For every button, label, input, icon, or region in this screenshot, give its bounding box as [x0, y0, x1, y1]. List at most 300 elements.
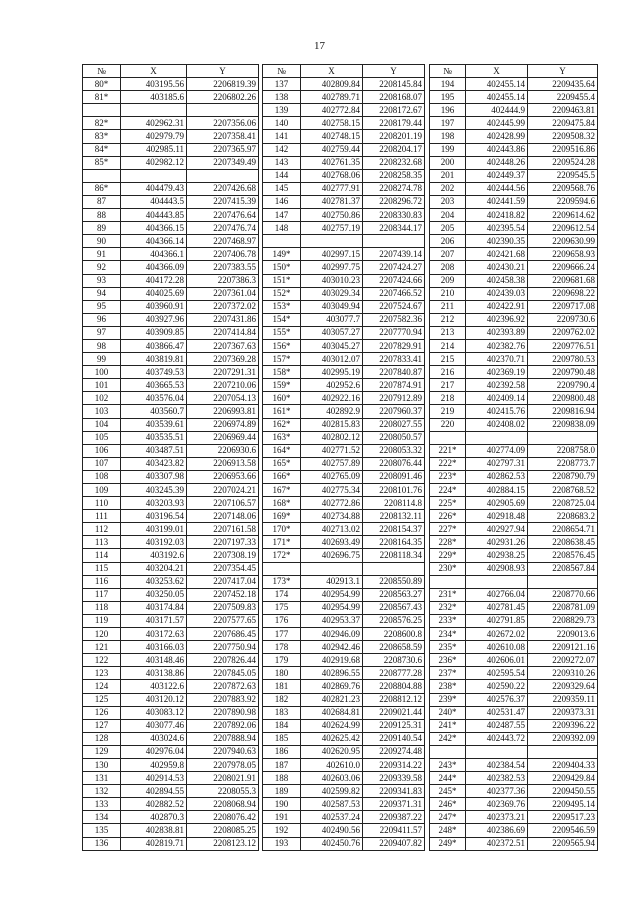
x-coordinate: 402997.75: [301, 261, 363, 274]
point-number: 211: [430, 300, 466, 313]
point-number: [83, 169, 121, 182]
table-row: [263, 182, 425, 195]
point-number: 188: [263, 772, 301, 785]
table-row: [430, 300, 598, 313]
point-number: 152*: [263, 287, 301, 300]
y-coordinate: 2209508.32: [528, 130, 598, 143]
table-row: [430, 523, 598, 536]
table-row: [430, 706, 598, 719]
point-number: 101: [83, 379, 121, 392]
y-coordinate: 2208567.43: [363, 601, 425, 614]
point-number: 173*: [263, 575, 301, 588]
table-row: [430, 654, 598, 667]
x-coordinate: 402908.93: [466, 562, 528, 575]
y-coordinate: 2207845.05: [187, 667, 259, 680]
x-coordinate: 403185.6: [121, 91, 187, 104]
table-row: [430, 628, 598, 641]
table-row: [263, 235, 425, 248]
point-number: 84*: [83, 143, 121, 156]
x-coordinate: 403195.56: [121, 78, 187, 91]
table-row: [83, 575, 259, 588]
y-coordinate: 2209455.4: [528, 91, 598, 104]
y-coordinate: 2206969.44: [187, 431, 259, 444]
x-coordinate: 402450.76: [301, 837, 363, 850]
point-number: 88: [83, 209, 121, 222]
x-coordinate: 402954.99: [301, 588, 363, 601]
point-number: 240*: [430, 706, 466, 719]
table-row: [83, 91, 259, 104]
table-row: [83, 418, 259, 431]
y-coordinate: 2207960.37: [363, 405, 425, 418]
point-number: 205: [430, 222, 466, 235]
x-coordinate: 403866.47: [121, 339, 187, 352]
x-coordinate: 402369.19: [466, 366, 528, 379]
x-coordinate: 402758.15: [301, 117, 363, 130]
y-coordinate: 2207686.45: [187, 628, 259, 641]
x-coordinate: 402672.02: [466, 628, 528, 641]
y-coordinate: 2208132.11: [363, 510, 425, 523]
x-coordinate: 402393.89: [466, 326, 528, 339]
y-coordinate: 2209698.22: [528, 287, 598, 300]
table-row: [430, 457, 598, 470]
x-coordinate: 402870.3: [121, 811, 187, 824]
table-row: [263, 457, 425, 470]
table-row: [430, 235, 598, 248]
point-number: 181: [263, 680, 301, 693]
point-number: 136: [83, 837, 121, 850]
point-number: 199: [430, 143, 466, 156]
point-number: 218: [430, 392, 466, 405]
x-coordinate: 402953.37: [301, 614, 363, 627]
table-row: [83, 785, 259, 798]
table-row: [263, 287, 425, 300]
point-number: 180: [263, 667, 301, 680]
y-coordinate: 2209838.09: [528, 418, 598, 431]
table-row: [263, 156, 425, 169]
point-number: 233*: [430, 614, 466, 627]
table-row: [430, 143, 598, 156]
x-coordinate: 402892.9: [301, 405, 363, 418]
point-number: 207: [430, 248, 466, 261]
point-number: 197: [430, 117, 466, 130]
table-row: [83, 654, 259, 667]
point-number: 171*: [263, 536, 301, 549]
y-coordinate: [528, 575, 598, 588]
y-coordinate: 2208050.57: [363, 431, 425, 444]
y-coordinate: 2207349.49: [187, 156, 259, 169]
y-coordinate: 2209730.6: [528, 313, 598, 326]
y-coordinate: 2209614.62: [528, 209, 598, 222]
table-row: [263, 248, 425, 261]
point-number: 195: [430, 91, 466, 104]
x-coordinate: 402444.56: [466, 182, 528, 195]
point-number: 86*: [83, 182, 121, 195]
table-row: [83, 248, 259, 261]
table-row: [430, 798, 598, 811]
x-coordinate: 404366.1: [121, 248, 187, 261]
table-row: [83, 274, 259, 287]
x-coordinate: 402765.09: [301, 470, 363, 483]
table-row: [83, 798, 259, 811]
y-coordinate: 2208085.25: [187, 824, 259, 837]
point-number: 122: [83, 654, 121, 667]
y-coordinate: 2207466.52: [363, 287, 425, 300]
table-row: [263, 693, 425, 706]
x-coordinate: 403138.86: [121, 667, 187, 680]
table-row: [83, 431, 259, 444]
x-coordinate: 402781.45: [466, 601, 528, 614]
x-coordinate: 403010.23: [301, 274, 363, 287]
point-number: 225*: [430, 497, 466, 510]
x-coordinate: 403819.81: [121, 353, 187, 366]
y-coordinate: 2208344.17: [363, 222, 425, 235]
point-number: 202: [430, 182, 466, 195]
x-coordinate: 402914.53: [121, 772, 187, 785]
y-coordinate: 2206930.6: [187, 444, 259, 457]
point-number: 155*: [263, 326, 301, 339]
x-coordinate: 402789.71: [301, 91, 363, 104]
point-number: 206: [430, 235, 466, 248]
point-number: 190: [263, 798, 301, 811]
point-number: 193: [263, 837, 301, 850]
x-coordinate: 404479.43: [121, 182, 187, 195]
point-number: [430, 575, 466, 588]
table-row: [430, 510, 598, 523]
point-number: 178: [263, 641, 301, 654]
y-coordinate: 2207426.68: [187, 182, 259, 195]
table-row: [430, 811, 598, 824]
y-coordinate: 2209021.44: [363, 706, 425, 719]
x-coordinate: 402819.71: [121, 837, 187, 850]
table-row: [263, 575, 425, 588]
x-coordinate: 402882.52: [121, 798, 187, 811]
table-row: [83, 78, 259, 91]
y-coordinate: 2209565.94: [528, 837, 598, 850]
table-row: [430, 444, 598, 457]
point-number: 249*: [430, 837, 466, 850]
x-coordinate: 404366.15: [121, 222, 187, 235]
x-coordinate: 402587.53: [301, 798, 363, 811]
y-coordinate: 2209568.76: [528, 182, 598, 195]
y-coordinate: 2208812.12: [363, 693, 425, 706]
point-number: 186: [263, 745, 301, 758]
point-number: 234*: [430, 628, 466, 641]
x-coordinate: 402772.84: [301, 104, 363, 117]
point-number: 210: [430, 287, 466, 300]
y-coordinate: 2207872.63: [187, 680, 259, 693]
x-coordinate: 402455.14: [466, 78, 528, 91]
y-coordinate: 2207883.92: [187, 693, 259, 706]
x-coordinate: 403049.94: [301, 300, 363, 313]
y-coordinate: 2209407.82: [363, 837, 425, 850]
x-coordinate: 403172.63: [121, 628, 187, 641]
x-coordinate: [466, 431, 528, 444]
y-coordinate: 2207383.55: [187, 261, 259, 274]
x-coordinate: 404172.28: [121, 274, 187, 287]
point-number: 124: [83, 680, 121, 693]
table-row: [263, 680, 425, 693]
table-row: [263, 562, 425, 575]
table-row: [430, 824, 598, 837]
y-coordinate: 2208576.45: [528, 549, 598, 562]
point-number: 176: [263, 614, 301, 627]
y-coordinate: 2209790.4: [528, 379, 598, 392]
point-number: 168*: [263, 497, 301, 510]
point-number: [430, 745, 466, 758]
point-number: 219: [430, 405, 466, 418]
y-coordinate: 2209396.22: [528, 719, 598, 732]
column-header-x: X: [121, 65, 187, 78]
table-row: [263, 536, 425, 549]
x-coordinate: 402684.81: [301, 706, 363, 719]
y-coordinate: 2207888.94: [187, 732, 259, 745]
point-number: 248*: [430, 824, 466, 837]
y-coordinate: 2207826.44: [187, 654, 259, 667]
x-coordinate: 402409.14: [466, 392, 528, 405]
point-number: 159*: [263, 379, 301, 392]
y-coordinate: 2208068.94: [187, 798, 259, 811]
x-coordinate: 402927.94: [466, 523, 528, 536]
y-coordinate: 2208114.8: [363, 497, 425, 510]
point-number: 129: [83, 745, 121, 758]
table-row: [430, 130, 598, 143]
x-coordinate: 402913.1: [301, 575, 363, 588]
table-row: [430, 667, 598, 680]
point-number: 231*: [430, 588, 466, 601]
table-row: [430, 326, 598, 339]
table-row: [83, 182, 259, 195]
y-coordinate: 2208027.55: [363, 418, 425, 431]
point-number: 191: [263, 811, 301, 824]
y-coordinate: 2209013.6: [528, 628, 598, 641]
x-coordinate: 402771.52: [301, 444, 363, 457]
x-coordinate: 402458.38: [466, 274, 528, 287]
x-coordinate: 403539.61: [121, 418, 187, 431]
point-number: 148: [263, 222, 301, 235]
y-coordinate: 2207829.91: [363, 339, 425, 352]
table-row: [430, 719, 598, 732]
point-number: 183: [263, 706, 301, 719]
y-coordinate: 2209816.94: [528, 405, 598, 418]
column-header-number: №: [263, 65, 301, 78]
x-coordinate: 402445.99: [466, 117, 528, 130]
x-coordinate: 402894.55: [121, 785, 187, 798]
x-coordinate: 403148.46: [121, 654, 187, 667]
table-row: [430, 575, 598, 588]
table-row: [263, 824, 425, 837]
point-number: 102: [83, 392, 121, 405]
table-row: [83, 811, 259, 824]
coordinates-table-left: [82, 64, 259, 851]
y-coordinate: 2207940.63: [187, 745, 259, 758]
x-coordinate: 402896.55: [301, 667, 363, 680]
table-row: [430, 497, 598, 510]
point-number: 161*: [263, 405, 301, 418]
table-row: [83, 444, 259, 457]
point-number: 117: [83, 588, 121, 601]
y-coordinate: 2207365.97: [187, 143, 259, 156]
y-coordinate: 2209800.48: [528, 392, 598, 405]
table-row: [83, 104, 259, 117]
point-number: 85*: [83, 156, 121, 169]
x-coordinate: 403171.57: [121, 614, 187, 627]
table-row: [263, 588, 425, 601]
x-coordinate: 402938.25: [466, 549, 528, 562]
x-coordinate: 402797.31: [466, 457, 528, 470]
y-coordinate: 2208773.7: [528, 457, 598, 470]
x-coordinate: 403166.03: [121, 641, 187, 654]
y-coordinate: 2207054.13: [187, 392, 259, 405]
y-coordinate: 2207912.89: [363, 392, 425, 405]
point-number: 245*: [430, 785, 466, 798]
y-coordinate: 2209371.31: [363, 798, 425, 811]
point-number: 139: [263, 104, 301, 117]
x-coordinate: [301, 235, 363, 248]
x-coordinate: 402373.21: [466, 811, 528, 824]
x-coordinate: 403927.96: [121, 313, 187, 326]
table-row: [83, 484, 259, 497]
point-number: 242*: [430, 732, 466, 745]
y-coordinate: 2206953.66: [187, 470, 259, 483]
x-coordinate: 402713.02: [301, 523, 363, 536]
y-coordinate: 2209666.24: [528, 261, 598, 274]
x-coordinate: 402620.95: [301, 745, 363, 758]
x-coordinate: 402862.53: [466, 470, 528, 483]
point-number: 103: [83, 405, 121, 418]
x-coordinate: 402979.79: [121, 130, 187, 143]
y-coordinate: 2208164.35: [363, 536, 425, 549]
point-number: 209: [430, 274, 466, 287]
table-row: [430, 222, 598, 235]
y-coordinate: 2207386.3: [187, 274, 259, 287]
table-row: [263, 143, 425, 156]
table-row: [83, 169, 259, 182]
table-row: [263, 484, 425, 497]
table-row: [430, 261, 598, 274]
y-coordinate: 2207833.41: [363, 353, 425, 366]
y-coordinate: 2208770.66: [528, 588, 598, 601]
x-coordinate: 402942.46: [301, 641, 363, 654]
y-coordinate: 2208274.78: [363, 182, 425, 195]
y-coordinate: 2208638.45: [528, 536, 598, 549]
x-coordinate: 402757.89: [301, 457, 363, 470]
table-row: [263, 732, 425, 745]
point-number: 138: [263, 91, 301, 104]
table-row: [430, 248, 598, 261]
y-coordinate: 2208829.73: [528, 614, 598, 627]
y-coordinate: 2207452.18: [187, 588, 259, 601]
table-row: [263, 654, 425, 667]
x-coordinate: 402962.31: [121, 117, 187, 130]
point-number: 90: [83, 235, 121, 248]
point-number: 192: [263, 824, 301, 837]
table-row: [430, 693, 598, 706]
x-coordinate: 402418.82: [466, 209, 528, 222]
x-coordinate: 402603.06: [301, 772, 363, 785]
y-coordinate: 2207161.58: [187, 523, 259, 536]
y-coordinate: 2207577.65: [187, 614, 259, 627]
point-number: 185: [263, 732, 301, 745]
column-header-y: Y: [528, 65, 598, 78]
x-coordinate: 403045.27: [301, 339, 363, 352]
table-row: [430, 169, 598, 182]
table-row: [430, 536, 598, 549]
point-number: 133: [83, 798, 121, 811]
table-row: [83, 130, 259, 143]
point-number: 115: [83, 562, 121, 575]
x-coordinate: 402931.26: [466, 536, 528, 549]
table-row: [430, 772, 598, 785]
table-row: [83, 470, 259, 483]
table-row: [430, 601, 598, 614]
y-coordinate: 2209392.09: [528, 732, 598, 745]
y-coordinate: 2206819.39: [187, 78, 259, 91]
x-coordinate: 403307.98: [121, 470, 187, 483]
table-row: [83, 117, 259, 130]
x-coordinate: 402884.15: [466, 484, 528, 497]
table-row: [83, 772, 259, 785]
x-coordinate: 402369.76: [466, 798, 528, 811]
point-number: 97: [83, 326, 121, 339]
column-header-x: X: [466, 65, 528, 78]
point-number: 110: [83, 497, 121, 510]
point-number: 100: [83, 366, 121, 379]
column-header-y: Y: [187, 65, 259, 78]
table-row: [263, 379, 425, 392]
x-coordinate: 402421.68: [466, 248, 528, 261]
point-number: 94: [83, 287, 121, 300]
y-coordinate: 2209630.99: [528, 235, 598, 248]
y-coordinate: 2209272.07: [528, 654, 598, 667]
x-coordinate: 402809.84: [301, 78, 363, 91]
point-number: [430, 431, 466, 444]
y-coordinate: 2209495.14: [528, 798, 598, 811]
point-number: 89: [83, 222, 121, 235]
point-number: 164*: [263, 444, 301, 457]
point-number: 134: [83, 811, 121, 824]
y-coordinate: [363, 235, 425, 248]
x-coordinate: 402396.92: [466, 313, 528, 326]
y-coordinate: 2206913.58: [187, 457, 259, 470]
x-coordinate: 402390.35: [466, 235, 528, 248]
table-row: [263, 91, 425, 104]
point-number: 241*: [430, 719, 466, 732]
table-row: [83, 497, 259, 510]
y-coordinate: 2208232.68: [363, 156, 425, 169]
x-coordinate: 402455.14: [466, 91, 528, 104]
x-coordinate: 402415.76: [466, 405, 528, 418]
y-coordinate: 2207414.84: [187, 326, 259, 339]
table-row: [263, 353, 425, 366]
x-coordinate: 403122.6: [121, 680, 187, 693]
table-row: [83, 719, 259, 732]
table-row: [83, 457, 259, 470]
y-coordinate: [187, 104, 259, 117]
x-coordinate: 402959.8: [121, 758, 187, 771]
y-coordinate: 2207291.31: [187, 366, 259, 379]
y-coordinate: 2208567.84: [528, 562, 598, 575]
y-coordinate: 2209517.23: [528, 811, 598, 824]
y-coordinate: 2209516.86: [528, 143, 598, 156]
y-coordinate: 2209310.26: [528, 667, 598, 680]
table-row: [263, 641, 425, 654]
point-number: 247*: [430, 811, 466, 824]
point-number: 203: [430, 195, 466, 208]
point-number: 120: [83, 628, 121, 641]
table-row: [83, 313, 259, 326]
x-coordinate: 402905.69: [466, 497, 528, 510]
y-coordinate: 2209612.54: [528, 222, 598, 235]
